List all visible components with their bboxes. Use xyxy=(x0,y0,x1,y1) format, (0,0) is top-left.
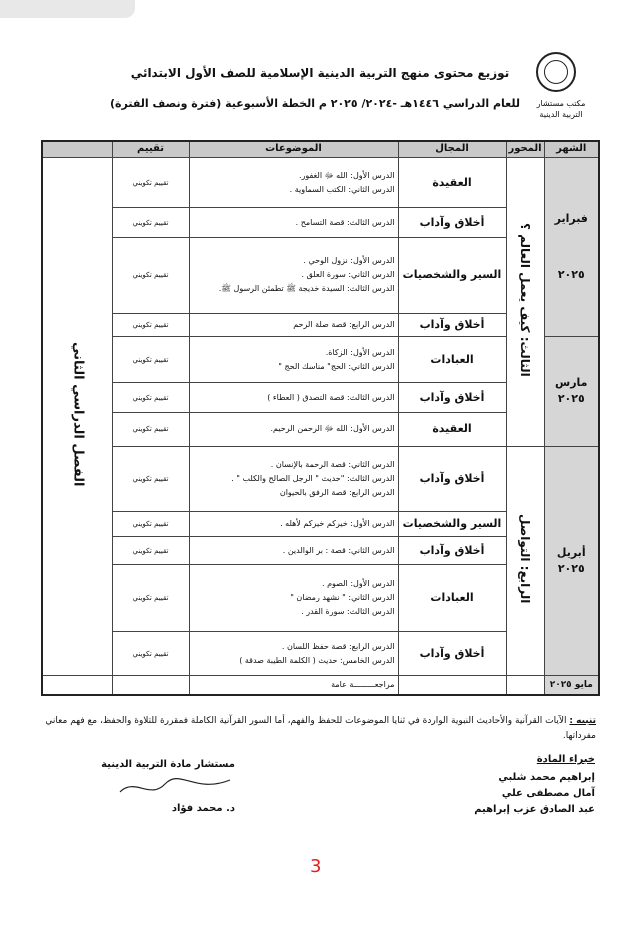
field-cell: السير والشخصيات xyxy=(398,237,506,313)
lesson-text: الدرس الثاني: سورة العلق . xyxy=(301,270,395,280)
advisor-signature xyxy=(55,772,235,802)
eval-cell: تقييم تكويني xyxy=(112,337,189,383)
lesson-text: الدرس الرابع: قصة صلة الرحم xyxy=(293,319,395,329)
review-cell: مراجعـــــــــة عامة xyxy=(189,676,398,695)
lesson-text: الدرس الثالث: قصة التسامح . xyxy=(295,217,395,227)
note-label: تنبيه : xyxy=(569,716,596,726)
advisor-name: د. محمد فؤاد xyxy=(171,803,235,814)
axis-four xyxy=(506,446,544,676)
lesson-text: الدرس الثالث: سورة القدر . xyxy=(301,606,395,616)
document-title: توزيع محتوى منهج التربية الدينية الإسلامية للصف الأول الابتدائي xyxy=(130,66,510,80)
lesson-cell xyxy=(189,446,398,511)
term-cell xyxy=(42,157,112,676)
month-feb-year: ٢٠٢٥ xyxy=(557,267,585,281)
lesson-cell xyxy=(189,208,398,238)
eval-cell: تقييم تكويني xyxy=(112,383,189,413)
lesson-text: الدرس الخامس: حديث ( الكلمة الطيبة صدقة ) xyxy=(239,655,395,665)
lesson-cell xyxy=(189,537,398,564)
header-term xyxy=(42,141,112,157)
office-label xyxy=(530,98,592,120)
header-month: الشهر xyxy=(544,141,599,157)
eval-cell: تقييم تكويني xyxy=(112,313,189,336)
lesson-cell xyxy=(189,313,398,336)
lesson-text: الدرس الثالث: "حديث " الرجل الصالح والكلب " . xyxy=(231,473,395,483)
review-row xyxy=(42,676,599,695)
month-apr-year: ٢٠٢٥ xyxy=(557,562,585,576)
lesson-cell xyxy=(189,564,398,631)
review-empty-term xyxy=(42,676,112,695)
lesson-text: الدرس الأول: الصوم . xyxy=(322,578,395,588)
eval-cell: تقييم تكويني xyxy=(112,537,189,564)
field-cell: أخلاق وآداب xyxy=(398,446,506,511)
eval-cell: تقييم تكويني xyxy=(112,237,189,313)
review-empty-eval xyxy=(112,676,189,695)
eval-cell: تقييم تكويني xyxy=(112,208,189,238)
axis-three-label: الثالث: كيف يعمل العالم ؟ xyxy=(518,222,532,377)
review-empty-field xyxy=(398,676,506,695)
lesson-text: الدرس الثالث: السيدة خديجة ﷺ تطمئن الرسول ﷺ. xyxy=(218,284,395,294)
office-line-1: مكتب مستشار xyxy=(536,99,586,108)
lesson-text: الدرس الأول: الله ﷻ الغفور. xyxy=(298,170,395,180)
eval-cell: تقييم تكويني xyxy=(112,157,189,208)
lesson-text: الدرس الثاني: الحج" مناسك الحج " xyxy=(278,361,395,371)
axis-three xyxy=(506,157,544,446)
lesson-text: الدرس الثاني: قصة الرحمة بالإنسان . xyxy=(270,459,395,469)
eval-cell: تقييم تكويني xyxy=(112,412,189,446)
lesson-text: الدرس الأول: الله ﷻ الرحمن الرحيم. xyxy=(270,424,395,434)
page-number: 3 xyxy=(310,856,322,877)
month-mar-name: مارس xyxy=(555,376,588,390)
lesson-text: الدرس الثاني: الكتب السماوية . xyxy=(289,184,395,194)
field-cell: أخلاق وآداب xyxy=(398,383,506,413)
table-row xyxy=(42,157,599,208)
month-feb-name: فبراير xyxy=(554,211,588,225)
header-axis: المحور xyxy=(506,141,544,157)
field-cell: العبادات xyxy=(398,337,506,383)
eval-cell: تقييم تكويني xyxy=(112,446,189,511)
field-cell: العقيدة xyxy=(398,412,506,446)
curriculum-table xyxy=(41,140,600,696)
field-cell: السير والشخصيات xyxy=(398,512,506,537)
field-cell: أخلاق وآداب xyxy=(398,208,506,238)
lesson-text: الدرس الأول: نزول الوحي . xyxy=(303,256,395,266)
experts-heading: خبراء المادة xyxy=(536,754,595,765)
document-subtitle: للعام الدراسي ١٤٤٦هـ -٢٠٢٤/ ٢٠٢٥ م الخطة الأسبوعية (فترة ونصف الفترة) xyxy=(110,97,520,110)
office-line-2: التربية الدينية xyxy=(539,110,583,119)
advisor-title: مستشار مادة التربية الدينية xyxy=(101,759,235,770)
field-cell: أخلاق وآداب xyxy=(398,537,506,564)
field-cell: العبادات xyxy=(398,564,506,631)
field-cell: العقيدة xyxy=(398,157,506,208)
expert-name: آمال مصطفى علي xyxy=(501,788,595,799)
header-topics: الموضوعات xyxy=(189,141,398,157)
field-cell: أخلاق وآداب xyxy=(398,632,506,676)
month-feb xyxy=(544,157,599,336)
lesson-cell xyxy=(189,237,398,313)
lesson-cell xyxy=(189,337,398,383)
expert-name: إبراهيم محمد شلبي xyxy=(498,772,595,783)
axis-four-label: الرابع: التواصل xyxy=(518,514,532,604)
month-mar xyxy=(544,337,599,447)
lesson-cell xyxy=(189,512,398,537)
status-bar-fragment xyxy=(0,0,135,18)
lesson-text: الدرس الرابع: قصة حفظ اللسان . xyxy=(281,641,395,651)
lesson-cell xyxy=(189,383,398,413)
review-empty-axis xyxy=(506,676,544,695)
expert-name: عبد الصادق عزب إبراهيم xyxy=(474,804,595,815)
table-header-row xyxy=(42,141,599,157)
header-eval: تقييم xyxy=(112,141,189,157)
field-cell: أخلاق وآداب xyxy=(398,313,506,336)
eval-cell: تقييم تكويني xyxy=(112,512,189,537)
eval-cell: تقييم تكويني xyxy=(112,632,189,676)
lesson-text: الدرس الأول: خيركم خيركم لأهله . xyxy=(280,519,395,529)
ministry-seal-icon xyxy=(536,52,576,92)
advisor-section xyxy=(55,758,235,816)
table-row xyxy=(42,446,599,511)
lesson-cell xyxy=(189,157,398,208)
month-apr xyxy=(544,446,599,676)
lesson-text: الدرس الأول: الزكاة. xyxy=(325,347,395,357)
lesson-text: الدرس الرابع: قصة الرفق بالحيوان xyxy=(279,487,395,497)
month-may: مايو ٢٠٢٥ xyxy=(544,676,599,695)
lesson-cell xyxy=(189,412,398,446)
month-mar-year: ٢٠٢٥ xyxy=(557,392,585,406)
experts-section xyxy=(330,752,595,818)
month-apr-name: أبريل xyxy=(556,546,586,560)
note-section xyxy=(36,714,596,744)
header-field: المجال xyxy=(398,141,506,157)
lesson-text: الدرس الثاني: " نشهد رمضان " xyxy=(290,592,395,602)
note-text: الآيات القرآنية والأحاديث النبوية الواردة في ثنايا الموضوعات للحفظ والفهم، أما السور القرآنية الكاملة فمقررة للتلاوة والحفظ، مع فهم معاني مفرداتها. xyxy=(45,716,596,741)
term-label: الفصل الدراسي الثاني xyxy=(70,342,86,487)
lesson-cell xyxy=(189,632,398,676)
lesson-text: الدرس الثالث: قصة التصدق ( العطاء ) xyxy=(267,392,395,402)
lesson-text: الدرس الثاني: قصة : بر الوالدين . xyxy=(282,545,395,555)
eval-cell: تقييم تكويني xyxy=(112,564,189,631)
